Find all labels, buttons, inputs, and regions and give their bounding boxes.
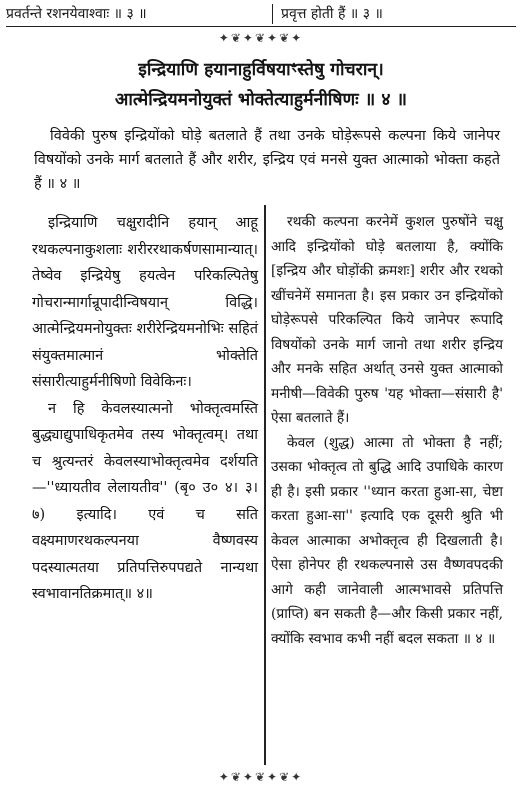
page-header xyxy=(6,2,516,27)
header-sanskrit: प्रवर्तन्ते रशनयेवाश्वाः ॥ ३ ॥ xyxy=(6,6,147,22)
verse-line-1: इन्द्रियाणि हयानाहुर्विषयाꣳस्तेषु गोचरान्। xyxy=(138,60,384,80)
header-hindi: प्रवृत्त होती हैं ॥ ३ ॥ xyxy=(272,4,383,24)
verse-line-2: आत्मेन्द्रियमनोयुक्तं भोक्तेत्याहुर्मनीषिणः ॥ ४ ॥ xyxy=(114,90,408,110)
hindi-commentary xyxy=(271,210,503,651)
commentary-paragraph-1: इन्द्रियाणि चक्षुरादीनि हयान् आहू रथकल्पनाकुशलाः शरीररथाकर्षणसामान्यात्। तेष्वेव इन्द्रियेषु हयत्वेन परिकल्पितेषु गोचरान्मार्गान्रूपादीन्विषयान् विद्धि। आत्मेन्द्रियमनोयुक्तः शरीरेन्द्रियमनोभिः सहितं संयुक्तमात्मानं भोक्तेति संसारीत्याहुर्मनीषिणो विवेकिनः। xyxy=(32,215,258,390)
hindi-paragraph-2: केवल (शुद्ध) आत्मा तो भोक्ता है नहीं; उसका भोक्तृत्व तो बुद्धि आदि उपाधिके कारण ही है। इसी प्रकार ''ध्यान करता हुआ-सा, चेष्टा करता हुआ-सा'' इत्यादि एक दूसरी श्रुति भी केवल आत्माका अभोक्तृत्व ही दिखलाती है। ऐसा होनेपर ही रथकल्पनासे उस वैष्णवपदकी आगे कही जानेवाली आत्मभावसे प्रतिपत्ति (प्राप्ति) बन सकती है—और किसी प्रकार नहीं, क्योंकि स्वभाव कभी नहीं बदल सकता ॥ ४ ॥ xyxy=(271,434,503,647)
hindi-paragraph-1: रथकी कल्पना करनेमें कुशल पुरुषोंने चक्षु आदि इन्द्रियोंको घोड़े बतलाया है, क्योंकि [इन्द्रिय और घोड़ोंकी क्रमशः] शरीर और रथको खींचनेमें समानता है। इस प्रकार उन इन्द्रियोंको घोड़ेरूपसे परिकल्पित किये जानेपर रूपादि विषयोंको उनके मार्ग जानो तथा शरीर इन्द्रिय और मनके सहित अर्थात् उनसे युक्त आत्माको मनीषी—विवेकी पुरुष 'यह भोक्ता—संसारी है' ऐसा बतलाते हैं। xyxy=(271,214,503,426)
bottom-ornament: ✦❦✦❦✦❦✦ xyxy=(218,770,304,784)
commentary-paragraph-2: न हि केवलस्यात्मनो भोक्तृत्वमस्ति बुद्ध्याद्युपाधिकृतमेव तस्य भोक्तृत्वम्। तथा च श्रुत्यन्तरं केवलस्याभोक्तृत्वमेव दर्शयति—''ध्यायतीव लेलायतीव'' (बृ० उ० ४। ३। ७) इत्यादि। एवं च सति वक्ष्यमाणरथकल्पनया वैष्णवस्य पदस्यात्मतया प्रतिपत्तिरुपपद्यते नान्यथा स्वभावानतिक्रमात्॥ ४॥ xyxy=(32,400,258,602)
top-ornament: ✦❦✦❦✦❦✦ xyxy=(218,31,304,45)
sanskrit-commentary xyxy=(32,210,258,608)
column-divider xyxy=(264,205,266,765)
verse-translation: विवेकी पुरुष इन्द्रियोंको घोड़े बतलाते हैं तथा उनके घोड़ेरूपसे कल्पना किये जानेपर विषयोंको उनके मार्ग बतलाते हैं और शरीर, इन्द्रिय एवं मनसे युक्त आत्माको भोक्ता कहते हैं ॥ ४ ॥ xyxy=(34,128,500,192)
